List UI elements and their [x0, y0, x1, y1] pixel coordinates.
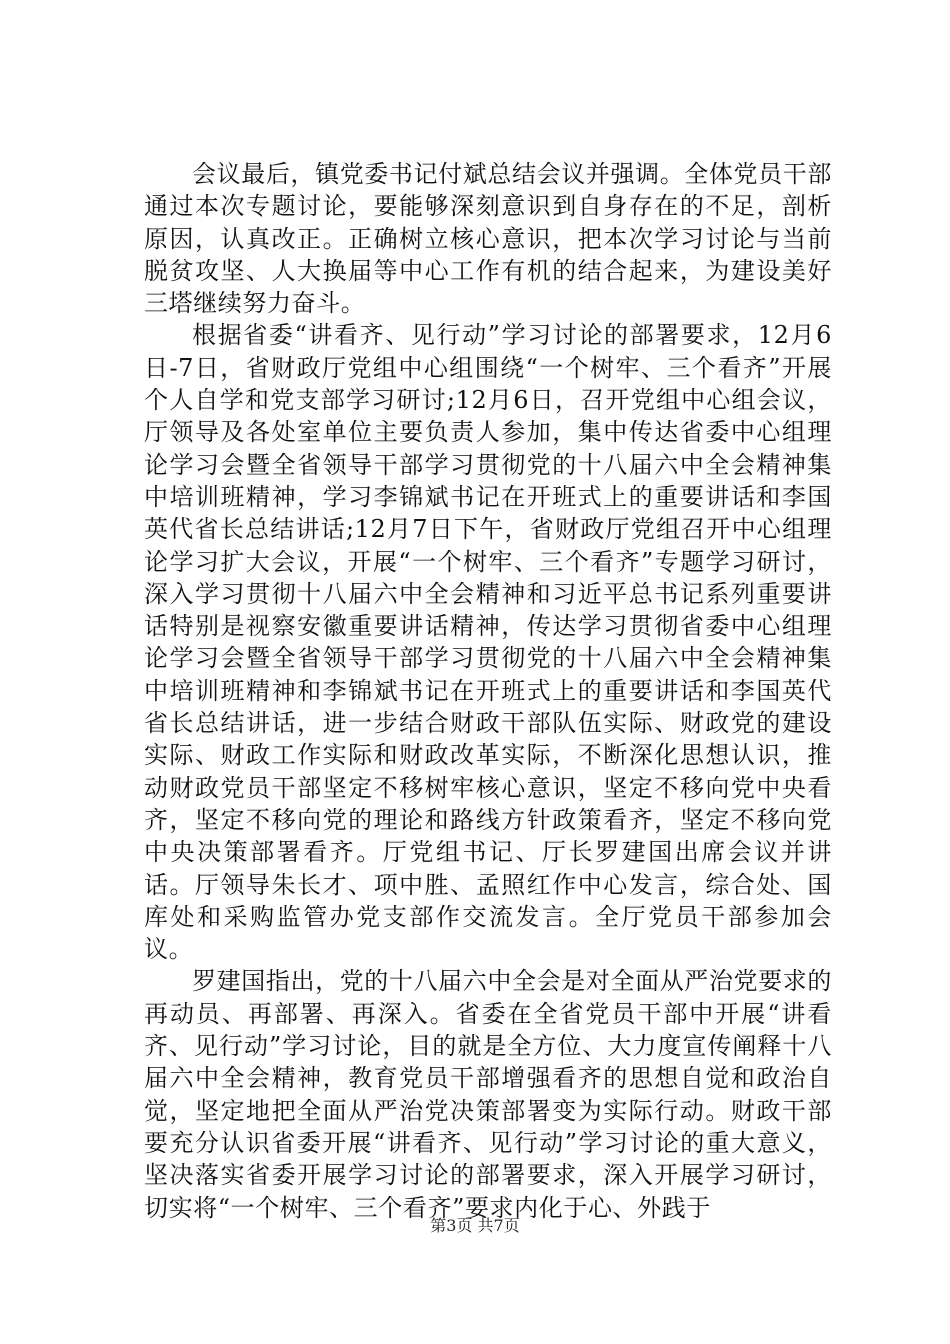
paragraph-luo-jianguo-remarks: 罗建国指出，党的十八届六中全会是对全面从严治党要求的再动员、再部署、再深入。省委在全省党员干部中开展“讲看齐、见行动”学习讨论，目的就是全方位、大力度宣传阐释十八届六中全会精神，教育党员干部增强看齐的思想自觉和政治自觉，坚定地把全面从严治党决策部署变为实际行动。财政干部要充分认识省委开展“讲看齐、见行动”学习讨论的重大意义，坚决落实省委开展学习讨论的部署要求，深入开展学习研讨，切实将“一个树牢、三个看齐”要求内化于心、外践于 — [144, 967, 832, 1222]
paragraph-meeting-conclusion: 会议最后，镇党委书记付斌总结会议并强调。全体党员干部通过本次专题讨论，要能够深刻意识到自身存在的不足，剖析原因，认真改正。正确树立核心意识，把本次学习讨论与当前脱贫攻坚、人大换届等中心工作有机的结合起来，为建设美好三塔继续努力奋斗。 — [144, 160, 832, 318]
document-body — [144, 158, 832, 1224]
page-number-footer: 第3页 共7页 — [430, 1216, 520, 1235]
paragraph-study-deployment: 根据省委“讲看齐、见行动”学习讨论的部署要求，12月6日-7日，省财政厅党组中心组围绕“一个树牢、三个看齐”开展个人自学和党支部学习研讨;12月6日，召开党组中心组会议，厅领导及各处室单位主要负责人参加，集中传达省委中心组理论学习会暨全省领导干部学习贯彻党的十八届六中全会精神集中培训班精神，学习李锦斌书记在开班式上的重要讲话和李国英代省长总结讲话;12月7日下午，省财政厅党组召开中心组理论学习扩大会议，开展“一个树牢、三个看齐”专题学习研讨，深入学习贯彻十八届六中全会精神和习近平总书记系列重要讲话特别是视察安徽重要讲话精神，传达学习贯彻省委中心组理论学习会暨全省领导干部学习贯彻党的十八届六中全会精神集中培训班精神和李锦斌书记在开班式上的重要讲话和李国英代省长总结讲话，进一步结合财政干部队伍实际、财政党的建设实际、财政工作实际和财政改革实际，不断深化思想认识，推动财政党员干部坚定不移树牢核心意识，坚定不移向党中央看齐，坚定不移向党的理论和路线方针政策看齐，坚定不移向党中央决策部署看齐。厅党组书记、厅长罗建国出席会议并讲话。厅领导朱长才、项中胜、孟照红作中心发言，综合处、国库处和采购监管办党支部作交流发言。全厅党员干部参加会议。 — [144, 321, 832, 964]
